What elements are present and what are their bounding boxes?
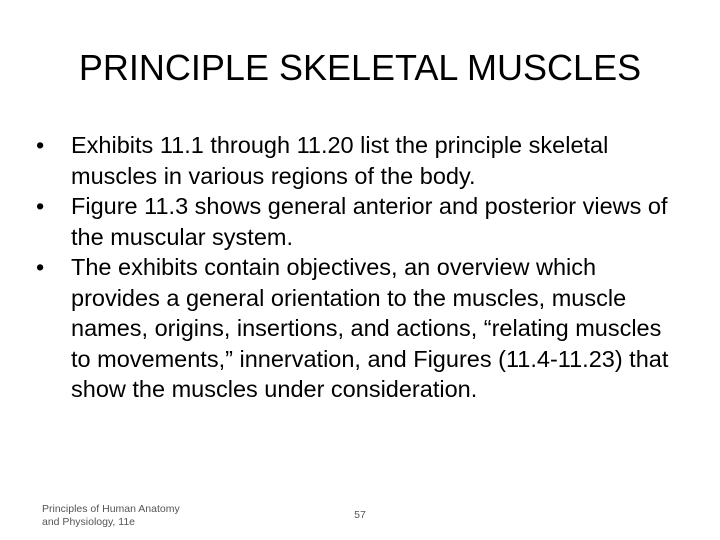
footer-source-line-2: and Physiology, 11e xyxy=(42,516,136,528)
slide-title: PRINCIPLE SKELETAL MUSCLES xyxy=(78,47,642,88)
bullet-text: The exhibits contain objectives, an overview which provides a general orientation to the muscles, muscle names, origins, insertions, and actions, “relating muscles to movements,” innervation, and Figures (11.4-11.23) that show the muscles under consideration. xyxy=(71,254,669,402)
bullet-text: Exhibits 11.1 through 11.20 list the principle skeletal muscles in various regions of the body. xyxy=(71,132,609,189)
bullet-text: Figure 11.3 shows general anterior and posterior views of the muscular system. xyxy=(71,193,668,250)
footer-source-line-1: Principles of Human Anatomy xyxy=(42,503,180,515)
bullet-dot-icon: • xyxy=(36,254,45,280)
bullet-item xyxy=(36,130,686,191)
page-number: 57 xyxy=(354,509,366,521)
bullet-item xyxy=(36,191,686,252)
bullet-dot-icon: • xyxy=(36,193,45,219)
bullet-list xyxy=(36,130,686,405)
bullet-dot-icon: • xyxy=(36,132,45,158)
bullet-item xyxy=(36,252,686,405)
footer-source xyxy=(42,503,212,529)
